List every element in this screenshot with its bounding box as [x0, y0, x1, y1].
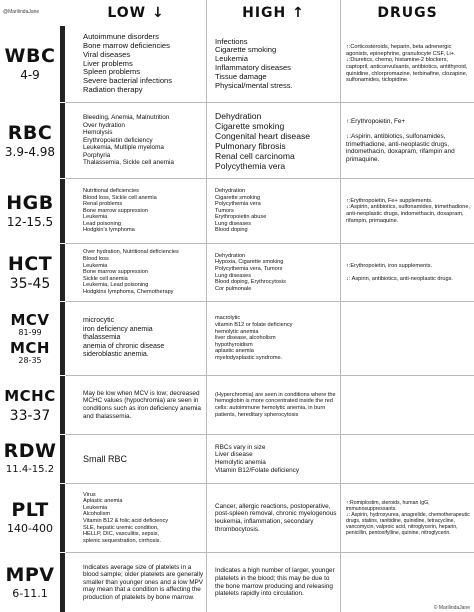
low-text: Over hydration, Nutritional deficiencies Blood loss Leukemia Bone marrow suppression Sickle cell anemia Leukemia, Lead poisoning Hodgkins lymphoma, Chemotherapy [83, 249, 179, 295]
high-text: macrolytic vitamin B12 or folate deficiency hemolytic anemia liver disease, alcoholism hypothyroidism aplastic anemia myelodysplastic syndrome. [215, 315, 293, 361]
author-handle: @MarilindaJane [3, 9, 40, 15]
drugs-cell [343, 179, 474, 243]
row-label [0, 484, 60, 552]
test-range: 35-45 [9, 275, 51, 292]
test-range: 140-400 [7, 522, 53, 535]
high-cell [212, 376, 340, 434]
row-label [0, 376, 60, 434]
drugs-cell [343, 302, 474, 375]
low-text: Bleeding, Anemia, Malnutrition Over hydration Hemolysis Erythropoietin deficiency Leukemia, Multiple myeloma Porphyria Thalassemia, Sickle cell anemia [83, 113, 174, 167]
high-cell [212, 244, 340, 301]
label-bar [60, 244, 65, 301]
high-text: RBCs vary in size Liver disease Hemolytic anemia Vitamin B12/Folate deficiency [215, 443, 300, 474]
label-bar [60, 103, 65, 178]
test-code: RDW [3, 440, 57, 462]
table-row-wbc [0, 26, 474, 102]
table-row-mchc [0, 376, 474, 434]
test-range: 4-9 [20, 68, 40, 82]
row-label [0, 553, 60, 612]
test-code: HCT [7, 252, 53, 275]
table-row-mcv-mch [0, 302, 474, 375]
row-label [0, 302, 60, 375]
drugs-text: ↑:Erythropoietin, Fe+ ↓:Aspirin, antibiotics, sulfonamides, trimethadione, anti-neoplastic drugs, indomethacin, doxapram, rifampin and primaquine. [346, 117, 455, 163]
test-range: 81-99 [18, 327, 42, 337]
drugs-cell [343, 553, 474, 612]
drugs-text: ↑:Romiplostim, steroids, human IgG, immunosuppressants. ↓: Aspirin, hydroxyurea, anagrelide, chemotherapeutic drugs, statins, ranitidine, quinidine, tetracycline, vancomycin, valproic acid, nitroglycerin, heparin, penicillin, pentoxifylline, quinine, nitroglycerin. [346, 499, 470, 537]
table-row-hct [0, 244, 474, 301]
test-code: MPV [5, 563, 55, 586]
test-code-secondary: MCH [10, 338, 50, 357]
test-code: RBC [7, 121, 53, 144]
low-cell [80, 103, 206, 178]
low-cell [80, 26, 206, 102]
table-row-hgb [0, 179, 474, 243]
drugs-cell [343, 26, 474, 102]
drugs-text: ↑:Erythropoietin, iron supplements. ↓: Aspirin, antibiotics, anti-neoplastic drugs. [346, 262, 453, 282]
low-cell [80, 435, 206, 483]
drugs-text: ↑:Corticosteroids, heparin, beta adrenergic agonists, epinephrine, granulocyte CSF, Li+. ↓:Diuretics, chemo, histamine-2 blockers, captopril, anticonvulsants, antibiotics, antithyroid, quinidine, chlorpromazine, terbinafine, clozapine, sulfonamides, ticlopidine. [346, 44, 468, 84]
high-text: Infections Cigarette smoking Leukemia Inflammatory diseases Tissue damage Physical/mental stress. [215, 36, 293, 90]
high-cell [212, 103, 340, 178]
high-text: Dehydration Cigarette smoking Polycythemia vera Tumors Erythropoietin abuse Lung diseases Blood doping [215, 187, 267, 234]
test-range-secondary: 28-35 [18, 355, 42, 365]
low-cell [80, 179, 206, 243]
label-bar [60, 26, 65, 102]
test-range: 12-15.5 [6, 215, 54, 229]
table-row-rdw [0, 435, 474, 483]
low-cell [80, 376, 206, 434]
drugs-cell [343, 244, 474, 301]
drugs-cell [343, 103, 474, 178]
low-cell [80, 484, 206, 552]
label-bar [60, 302, 65, 375]
low-cell [80, 244, 206, 301]
label-bar [60, 553, 65, 612]
test-range: 3.9-4.98 [4, 144, 56, 159]
high-cell [212, 435, 340, 483]
high-cell [212, 26, 340, 102]
row-label [0, 26, 60, 102]
label-bar [60, 484, 65, 552]
header-high: HIGH ↑ [242, 5, 305, 21]
label-bar [60, 376, 65, 434]
test-range: 33-37 [9, 408, 51, 424]
high-cell [212, 302, 340, 375]
high-text: Cancer, allergic reactions, postoperative, post-spleen removal, chronic myelogenous leukemia, inflammation, secondary thrombocytosis. [215, 502, 337, 533]
drugs-cell [343, 376, 474, 434]
low-text: Small RBC [83, 454, 128, 464]
high-text: Indicates a high number of larger, younger platelets in the blood; this may be due to the bone marrow producing and releasing platelets rapidly into circulation. [215, 567, 335, 598]
header-drugs: DRUGS [377, 5, 438, 21]
drugs-text: ↑:Erythropoietin, Fe+ supplements. ↓:Aspirin, antibiotics, sulfonamides, trimethadione, anti-neoplastic drugs, indomethacin, doxapram, rifampin, primaquine. [346, 197, 471, 224]
high-cell [212, 179, 340, 243]
high-cell [212, 484, 340, 552]
row-label [0, 179, 60, 243]
low-text: Indicates average size of platelets in a blood sample; older platelets are generally smaller than younger ones and a low MPV may mean that a condition is affecting the production of platelets by bone marrow. [83, 563, 204, 601]
table-row-mpv [0, 553, 474, 612]
low-cell [80, 553, 206, 612]
test-range: 6-11.1 [12, 586, 48, 600]
high-text: Dehydration Hypoxia, Cigarette smoking Polycythemia vera, Tumors Lung diseases Blood doping, Erythrocytosis Cor pulmonale [215, 252, 286, 292]
low-text: Autoimmune disorders Bone marrow deficiencies Viral diseases Liver problems Spleen problems Severe bacterial infections Radiation therapy [83, 32, 173, 94]
test-code: HGB [6, 192, 54, 214]
low-text: May be low when MCV is low; decreased MCHC values (hypochromia) are seen in conditions such as iron deficiency anemia and thalassemia. [83, 389, 201, 420]
header-low: LOW ↓ [107, 5, 165, 21]
test-code: MCV [10, 310, 50, 329]
test-code: WBC [4, 45, 56, 67]
table-row-rbc [0, 103, 474, 178]
row-label [0, 103, 60, 178]
test-code: PLT [11, 499, 49, 521]
low-text: Nutritional deficiencies Blood loss, Sickle cell anemia Renal problems Bone marrow suppression Leukemia Lead poisoning Hodgkin's lymphoma [83, 187, 157, 234]
high-text: Dehydration Cigarette smoking Congenital heart disease Pulmonary fibrosis Renal cell carcinoma Polycythemia vera [215, 110, 311, 171]
high-text: (Hyperchromia) are seen in conditions where the hemoglobin is more concentrated inside the red cells: autoimmune hemolytic anemia, in burn patients, hereditary spherocytosis [215, 391, 336, 418]
label-bar [60, 435, 65, 483]
row-label [0, 244, 60, 301]
drugs-cell [343, 435, 474, 483]
low-text: microcytic iron deficiency anemia thalassemia anemia of chronic disease sideroblastic anemia. [83, 317, 165, 359]
low-text: Virus Aplastic anemia Leukemia Alcoholism Vitamin B12 & folic acid deficiency SLE, hepatic uremic condition, HELLP, DIC, vasculitis, sepsis, splenic sequestration, cirrhosis. [83, 491, 169, 544]
high-cell [212, 553, 340, 612]
author-footer: © MarilindaJane [433, 605, 470, 611]
row-label [0, 435, 60, 483]
test-code: MCHC [4, 387, 56, 405]
low-cell [80, 302, 206, 375]
test-range: 11.4-15.2 [5, 464, 55, 475]
label-bar [60, 179, 65, 243]
table-row-plt [0, 484, 474, 552]
drugs-cell [343, 484, 474, 552]
